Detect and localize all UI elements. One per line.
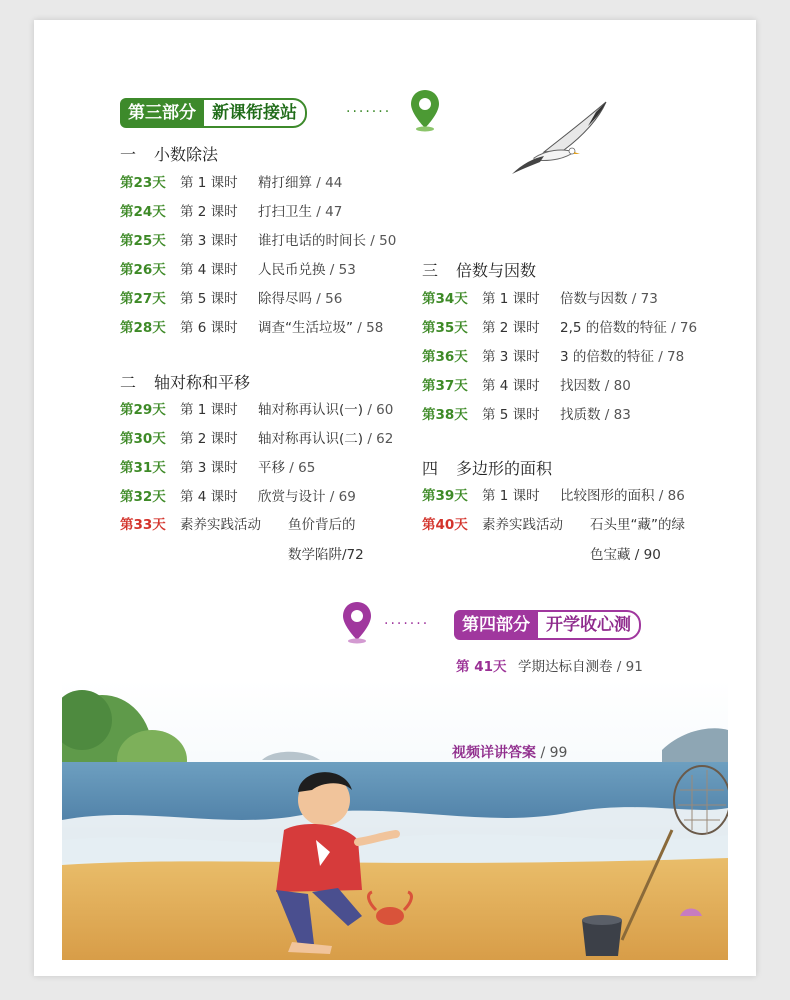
page	[34, 20, 756, 976]
toc-row[interactable]: 第34天 第 1 课时 倍数与因数 / 73	[422, 291, 658, 307]
toc-row[interactable]: 第26天 第 4 课时 人民币兑换 / 53	[120, 262, 356, 278]
location-pin-icon	[340, 600, 374, 644]
toc-row-continuation: 数学陷阱/72	[288, 547, 364, 563]
section-title-1: 一 小数除法	[120, 145, 219, 164]
part4-dots: ·······	[384, 616, 430, 632]
toc-row[interactable]: 第38天 第 5 课时 找质数 / 83	[422, 407, 631, 423]
part4-title: 开学收心测	[536, 610, 641, 640]
toc-row[interactable]: 第27天 第 5 课时 除得尽吗 / 56	[120, 291, 343, 307]
toc-row[interactable]: 第28天 第 6 课时 调查“生活垃圾” / 58	[120, 320, 384, 336]
toc-row-activity[interactable]: 第40天 素养实践活动 石头里“藏”的绿	[422, 517, 685, 533]
toc-row[interactable]: 第29天 第 1 课时 轴对称再认识(一) / 60	[120, 402, 394, 418]
toc-row[interactable]: 第31天 第 3 课时 平移 / 65	[120, 460, 316, 476]
toc-row[interactable]: 第 41天 学期达标自测卷 / 91	[456, 659, 643, 675]
part4-label: 第四部分	[454, 610, 538, 640]
toc-row[interactable]: 第23天 第 1 课时 精打细算 / 44	[120, 175, 343, 191]
part3-banner	[120, 98, 307, 128]
part3-dots: ·······	[346, 104, 392, 120]
toc-row[interactable]: 第36天 第 3 课时 3 的倍数的特征 / 78	[422, 349, 685, 365]
toc-row-activity[interactable]: 第33天 素养实践活动 鱼价背后的	[120, 517, 356, 533]
toc-row[interactable]: 第39天 第 1 课时 比较图形的面积 / 86	[422, 488, 685, 504]
toc-row[interactable]: 第25天 第 3 课时 谁打电话的时间长 / 50	[120, 233, 397, 249]
toc-row[interactable]: 第24天 第 2 课时 打扫卫生 / 47	[120, 204, 343, 220]
beach-illustration	[62, 680, 728, 960]
part3-label: 第三部分	[120, 98, 204, 128]
section-title-2: 二 轴对称和平移	[120, 373, 251, 392]
toc-row[interactable]: 第32天 第 4 课时 欣赏与设计 / 69	[120, 489, 356, 505]
video-answers-link[interactable]: 视频详讲答案 / 99	[452, 745, 568, 761]
part3-title: 新课衔接站	[202, 98, 307, 128]
toc-row[interactable]: 第37天 第 4 课时 找因数 / 80	[422, 378, 631, 394]
seagull-icon	[504, 100, 614, 180]
section-title-3: 三 倍数与因数	[422, 261, 537, 280]
location-pin-icon	[408, 88, 442, 132]
section-title-4: 四 多边形的面积	[422, 459, 553, 478]
part4-banner	[454, 610, 641, 640]
toc-row[interactable]: 第35天 第 2 课时 2,5 的倍数的特征 / 76	[422, 320, 698, 336]
toc-row-continuation: 色宝藏 / 90	[590, 547, 661, 563]
toc-row[interactable]: 第30天 第 2 课时 轴对称再认识(二) / 62	[120, 431, 394, 447]
